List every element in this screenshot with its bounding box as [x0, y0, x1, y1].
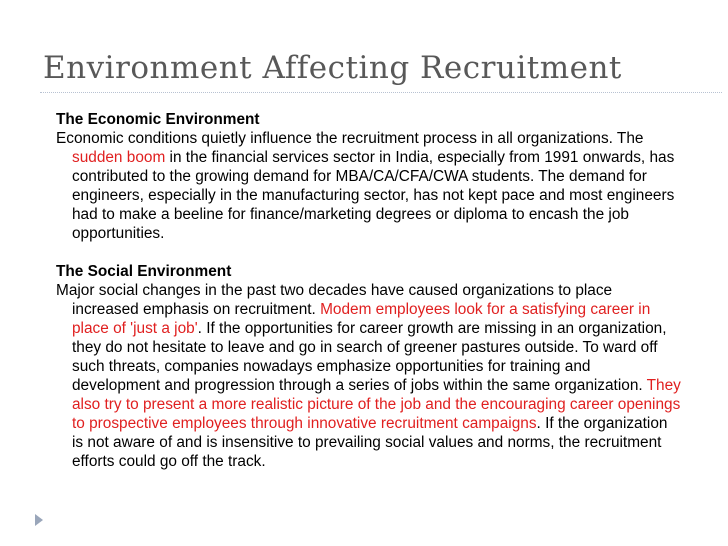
text-run: in the financial services sector in India, especially from 1991 onwards, has contributed to the growing demand for MBA/CA/CFA/CWA students. The demand for engineers, especially in the manufacturing sector, has not kept pace and most engineers had to make a beeline for finance/marketing degrees or diploma to encash the job opportunities.	[72, 149, 675, 242]
text-run: . If the opportunities for career growth are missing in an organization, they do not hesitate to leave and go in search of greener pastures outside. To ward off such threats, companies nowadays emphasize opportunities for training and development and progression through a series of jobs within the same organization.	[72, 320, 667, 394]
text-run: Major social changes in the past two decades have caused organizations to place increased emphasis on recruitment.	[56, 282, 613, 318]
section-paragraph-economic	[56, 129, 681, 243]
text-run: Economic conditions quietly influence the recruitment process in all organizations. The	[56, 130, 644, 147]
highlighted-text-run: sudden boom	[72, 149, 166, 166]
slide-body	[56, 110, 681, 471]
triangle-right-icon	[35, 514, 43, 526]
slide-title: Environment Affecting Recruitment	[43, 50, 622, 86]
section-paragraph-social	[56, 281, 681, 471]
section-heading-social: The Social Environment	[56, 263, 232, 280]
title-divider	[40, 92, 722, 93]
section-spacer	[56, 243, 681, 262]
highlighted-text-run: Modem employees look for a satisfying career in place of 'just a job'	[72, 301, 651, 337]
highlighted-text-run: They also try to present a more realistic picture of the job and the encouraging career openings to prospective employees through innovative recruitment campaigns	[72, 377, 681, 432]
section-heading-economic: The Economic Environment	[56, 111, 260, 128]
text-run: . If the organization is not aware of and is insensitive to prevailing social values and norms, the recruitment efforts could go off the track.	[72, 415, 668, 470]
